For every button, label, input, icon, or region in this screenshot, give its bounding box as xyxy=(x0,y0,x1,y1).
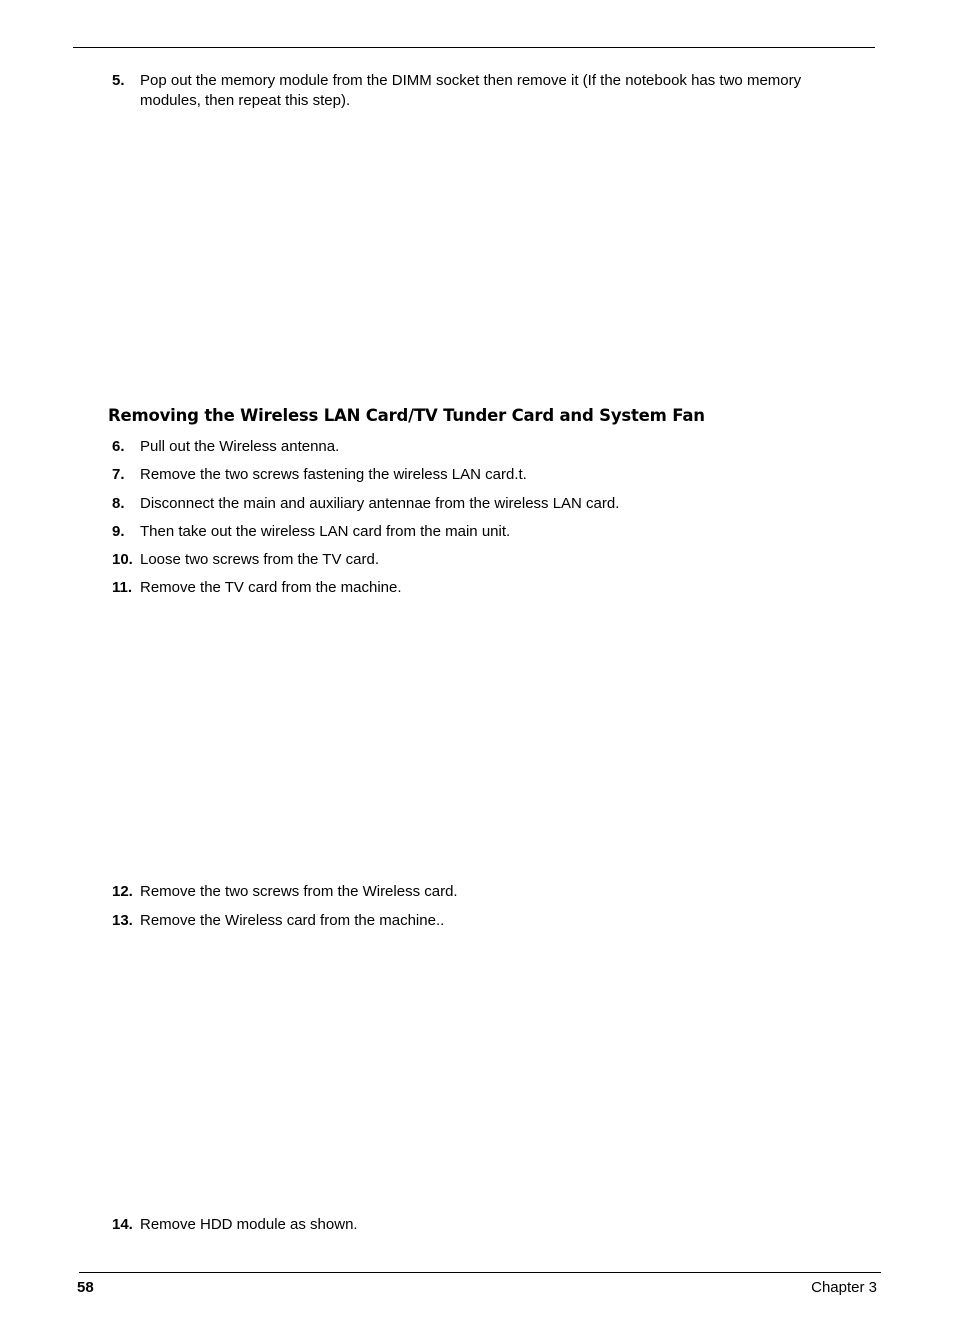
step-number: 11. xyxy=(112,579,133,596)
step-9 xyxy=(112,522,852,542)
step-text: Remove the two screws from the Wireless card. xyxy=(140,883,458,900)
step-text: Loose two screws from the TV card. xyxy=(140,551,379,568)
step-number: 8. xyxy=(112,495,125,512)
step-11 xyxy=(112,578,852,598)
step-12 xyxy=(112,882,852,902)
page-number: 58 xyxy=(77,1279,94,1296)
step-number: 10. xyxy=(112,551,133,568)
step-text: Remove HDD module as shown. xyxy=(140,1216,358,1233)
step-number: 9. xyxy=(112,523,125,540)
step-number: 12. xyxy=(112,883,133,900)
step-text: Remove the Wireless card from the machine.. xyxy=(140,912,445,929)
step-text: Pull out the Wireless antenna. xyxy=(140,438,340,455)
section-heading: Removing the Wireless LAN Card/TV Tunder Card and System Fan xyxy=(108,406,705,425)
step-number: 6. xyxy=(112,438,125,455)
step-10 xyxy=(112,550,852,570)
step-number: 7. xyxy=(112,466,125,483)
footer-rule xyxy=(79,1272,881,1273)
chapter-label: Chapter 3 xyxy=(811,1279,877,1296)
header-rule xyxy=(73,47,875,48)
step-6 xyxy=(112,437,852,457)
step-number: 14. xyxy=(112,1216,133,1233)
step-number: 13. xyxy=(112,912,133,929)
step-text: Disconnect the main and auxiliary antennae from the wireless LAN card. xyxy=(140,495,620,512)
step-text: Remove the two screws fastening the wireless LAN card.t. xyxy=(140,466,527,483)
step-text: Then take out the wireless LAN card from the main unit. xyxy=(140,523,511,540)
step-text: Pop out the memory module from the DIMM socket then remove it (If the notebook has two memory modules, then repeat this step). xyxy=(140,72,802,109)
step-text: Remove the TV card from the machine. xyxy=(140,579,402,596)
step-14 xyxy=(112,1215,852,1235)
step-7 xyxy=(112,465,852,485)
step-5 xyxy=(112,71,852,111)
step-number: 5. xyxy=(112,72,125,89)
step-13 xyxy=(112,911,852,931)
step-8 xyxy=(112,494,852,514)
